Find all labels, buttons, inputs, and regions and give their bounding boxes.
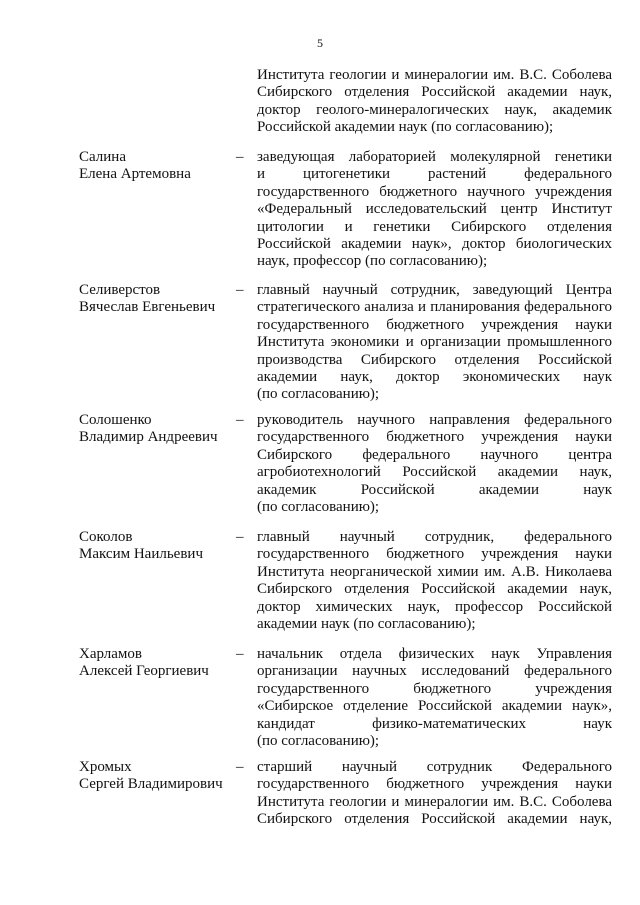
given-names: Елена Артемовна xyxy=(79,166,191,183)
description-line: доктор химических наук, профессор Российской xyxy=(257,598,612,615)
description-line: руководитель научного направления федерального xyxy=(257,412,612,428)
position-description xyxy=(257,646,612,750)
person-name xyxy=(79,529,249,564)
description-line: Института геологии и минералогии им. В.С. Соболева xyxy=(257,793,612,810)
description-line: старший научный сотрудник Федерального xyxy=(257,759,612,775)
description-line: академии наук (по согласованию); xyxy=(257,615,476,632)
surname: Хромых xyxy=(79,759,132,775)
description-line: главный научный сотрудник, заведующий Центра xyxy=(257,282,612,298)
surname: Селиверстов xyxy=(79,282,161,298)
dash-separator: – xyxy=(236,149,244,165)
surname: Солошенко xyxy=(79,412,152,428)
position-description xyxy=(257,759,612,829)
description-line: академии наук, доктор экономических наук xyxy=(257,368,612,385)
description-line: организации научных исследований федерального xyxy=(257,663,612,680)
position-description xyxy=(257,282,612,404)
surname: Соколов xyxy=(79,529,133,545)
dash-separator: – xyxy=(236,759,244,775)
dash-separator: – xyxy=(236,646,244,662)
description-line: «Федеральный исследовательский центр Институт xyxy=(257,201,612,218)
description-line: Сибирского отделения Российской академии наук, xyxy=(257,84,612,101)
given-names: Вячеслав Евгеньевич xyxy=(79,299,216,316)
description-line: государственного бюджетного учреждения науки xyxy=(257,776,612,793)
description-line: доктор геолого-минералогических наук, академик xyxy=(257,101,612,118)
given-names: Владимир Андреевич xyxy=(79,429,218,446)
description-line: (по согласованию); xyxy=(257,732,380,749)
description-line: Института экономики и организации промышленного xyxy=(257,334,612,351)
description-line: наук, профессор (по согласованию); xyxy=(257,253,488,270)
person-name xyxy=(79,759,249,794)
position-description xyxy=(257,149,612,271)
dash-separator: – xyxy=(236,412,244,428)
person-name xyxy=(79,412,249,447)
description-line: стратегического анализа и планирования федерального xyxy=(257,299,612,316)
description-line: государственного бюджетного учреждения науки xyxy=(257,316,612,333)
position-description xyxy=(257,529,612,633)
position-description xyxy=(257,67,612,137)
description-line: государственного бюджетного научного учреждения xyxy=(257,183,612,200)
description-line: производства Сибирского отделения Российской xyxy=(257,351,612,368)
description-line: Российской академии наук (по согласованию); xyxy=(257,119,554,136)
description-line: академик Российской академии наук xyxy=(257,481,612,498)
description-line: кандидат физико-математических наук xyxy=(257,715,612,732)
description-line: Института геологии и минералогии им. В.С. Соболева xyxy=(257,67,612,83)
person-name xyxy=(79,646,249,681)
person-name xyxy=(79,282,249,317)
dash-separator: – xyxy=(236,529,244,545)
description-line: начальник отдела физических наук Управления xyxy=(257,646,612,662)
description-line: государственного бюджетного учреждения науки xyxy=(257,429,612,446)
description-line: Сибирского отделения Российской академии наук, xyxy=(257,811,612,828)
position-description xyxy=(257,412,612,516)
description-line: агробиотехнологий Российской академии наук, xyxy=(257,464,612,481)
given-names: Сергей Владимирович xyxy=(79,776,223,793)
surname: Салина xyxy=(79,149,126,165)
description-line: государственного бюджетного учреждения xyxy=(257,680,612,697)
description-line: Института неорганической химии им. А.В. Николаева xyxy=(257,563,612,580)
given-names: Алексей Георгиевич xyxy=(79,663,209,680)
dash-separator: – xyxy=(236,282,244,298)
description-line: заведующая лабораторией молекулярной генетики xyxy=(257,149,612,165)
person-name xyxy=(79,149,249,184)
description-line: цитологии и генетики Сибирского отделения xyxy=(257,218,612,235)
description-line: Российской академии наук», доктор биологических xyxy=(257,235,612,252)
description-line: «Сибирское отделение Российской академии наук», xyxy=(257,698,612,715)
description-line: государственного бюджетного учреждения науки xyxy=(257,546,612,563)
description-line: Сибирского федерального научного центра xyxy=(257,446,612,463)
description-line: Сибирского отделения Российской академии наук, xyxy=(257,581,612,598)
description-line: главный научный сотрудник, федерального xyxy=(257,529,612,545)
given-names: Максим Наильевич xyxy=(79,546,203,563)
page-number: 5 xyxy=(317,36,323,50)
description-line: (по согласованию); xyxy=(257,498,380,515)
description-line: и цитогенетики растений федерального xyxy=(257,166,612,183)
description-line: (по согласованию); xyxy=(257,386,380,403)
surname: Харламов xyxy=(79,646,143,662)
